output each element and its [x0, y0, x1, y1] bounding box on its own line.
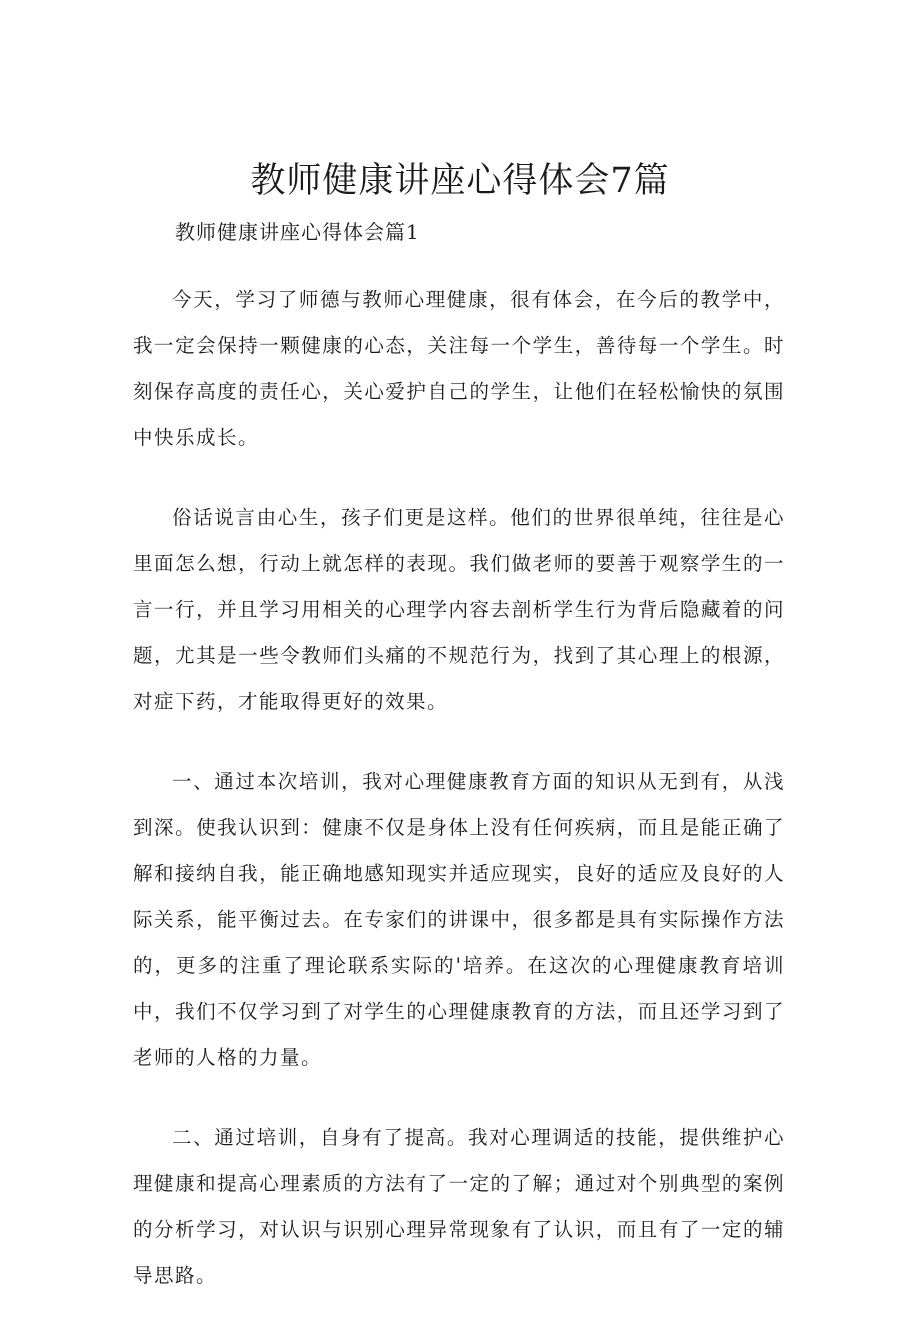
paragraph-2: 俗话说言由心生，孩子们更是这样。他们的世界很单纯，往往是心里面怎么想，行动上就怎样的表现。我们做老师的要善于观察学生的一言一行，并且学习用相关的心理学内容去剖析学生行为背后隐藏着的问题，尤其是一些令教师们头痛的不规范行为，找到了其心理上的根源，对症下药，才能取得更好的效果。	[133, 506, 785, 713]
document-title: 教师健康讲座心得体会7篇	[250, 161, 670, 201]
paragraph-4: 二、通过培训，自身有了提高。我对心理调适的技能，提供维护心理健康和提高心理素质的方法有了一定的了解；通过对个别典型的案例的分析学习，对认识与识别心理异常现象有了认识，而且有了一定的辅导思路。	[133, 1126, 785, 1287]
section-heading: 教师健康讲座心得体会篇1	[175, 220, 420, 244]
paragraph-1: 今天，学习了师德与教师心理健康，很有体会，在今后的教学中，我一定会保持一颗健康的心态，关注每一个学生，善待每一个学生。时刻保存高度的责任心，关心爱护自己的学生，让他们在轻松愉快的氛围中快乐成长。	[133, 288, 785, 449]
paragraph-3: 一、通过本次培训，我对心理健康教育方面的知识从无到有，从浅到深。使我认识到：健康不仅是身体上没有任何疾病，而且是能正确了解和接纳自我，能正确地感知现实并适应现实，良好的适应及良好的人际关系，能平衡过去。在专家们的讲课中，很多都是具有实际操作方法的，更多的注重了理论联系实际的'培养。在这次的心理健康教育培训中，我们不仅学习到了对学生的心理健康教育的方法，而且还学习到了老师的人格的力量。	[133, 770, 785, 1069]
document-body	[133, 277, 785, 1333]
